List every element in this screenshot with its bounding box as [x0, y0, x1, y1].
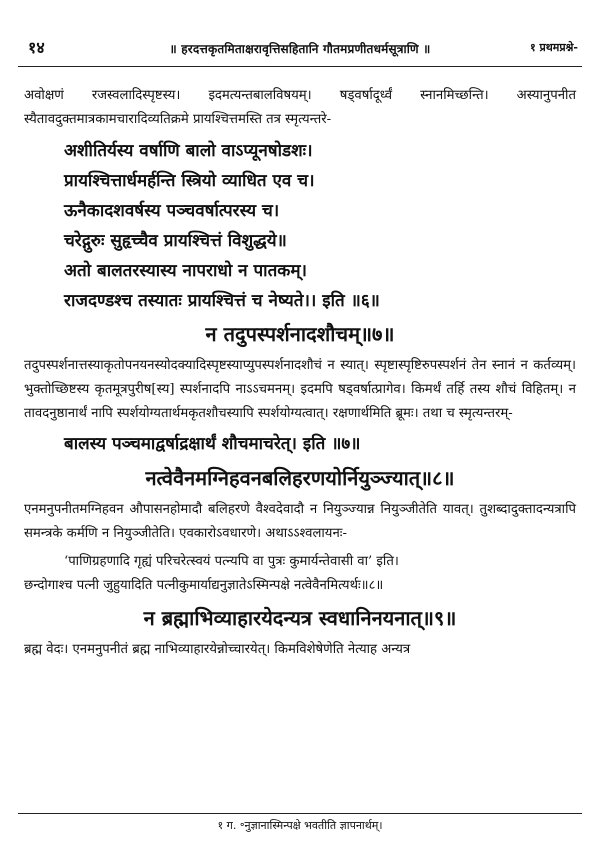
running-title: ॥ हरदत्तकृतमिताक्षरावृत्तिसहितानि गौतमप्रणीतधर्मसूत्राणि ॥ — [169, 42, 431, 56]
verse-line: राजदण्डश्च तस्यातः प्रायश्चित्तं च नेष्यते।। इति ॥६॥ — [64, 291, 380, 311]
section-label: १ प्रथमप्रश्ने- — [529, 41, 578, 54]
verse-block — [24, 136, 576, 316]
sutra-heading: न तदुपस्पर्शनादशौचम्॥७॥ — [205, 322, 395, 346]
footnote-rule — [18, 813, 582, 814]
verse-line: चरेद्गुरुः सुहृच्चैव प्रायश्चित्तं विशुद्धये॥ — [64, 231, 287, 251]
sutra-heading: न ब्रह्माभिव्याहारयेदन्यत्र स्वधानिनयनात्॥९॥ — [143, 606, 457, 630]
verse-line: अतो बालतरस्यास्य नापराधो न पातकम्। — [64, 261, 307, 281]
quotation: ‘पाणिग्रहणादि गृह्यं परिचरेत्स्वयं पत्न्यपि वा पुत्रः कुमार्यन्तेवासी वा’ इति। — [64, 554, 399, 569]
commentary-paragraph: अवोक्षणं रजस्वलादिस्पृष्टस्य। इदमत्यन्तबालविषयम्। षड्वर्षादूर्ध्वं स्नानमिच्छन्ति। अस्यानुपनीत स्यैतावदुक्तमात्रकामचारादिव्यतिक्रमे प्रायश्चित्तमस्ति तत्र स्मृत्यन्तरे- — [24, 88, 576, 127]
commentary-paragraph: ब्रह्म वेदः। एनमनुपनीतं ब्रह्म नाभिव्याहारयेन्नोच्चारयेत्। किमविशेषेणेति नेत्याह अन्यत्र — [24, 642, 411, 657]
verse-line: ऊनैकादशवर्षस्य पञ्चवर्षात्परस्य च। — [64, 201, 280, 221]
page-number: १४ — [28, 38, 45, 57]
footnote: १ ग. ॰नुज्ञानास्मिन्पक्षे भवतीति ज्ञापनार्थम्। — [217, 819, 383, 832]
verse-line: प्रायश्चित्तार्धमर्हन्ति स्त्रियो व्याधित एव च। — [64, 171, 315, 191]
commentary-paragraph: छन्दोगाश्च पत्नी जुहुयादिति पत्नीकुमार्याद्यनुज्ञातेऽस्मिन्पक्षे नत्वेवैनमित्यर्थः॥८॥ — [24, 578, 384, 593]
commentary-paragraph: एनमनुपनीतमग्निहवन औपासनहोमादौ बलिहरणे वैश्वदेवादौ न नियुञ्ज्यान्न नियुञ्जीतेति यावत्। तुशब्दादुक्तादन्यत्रापि समन्त्रके कर्मणि न नियुञ्जीतेति। एवकारोऽवधारणे। अथाऽऽश्वलायनः- — [24, 502, 576, 541]
page-body — [24, 84, 576, 666]
commentary-paragraph: तदुपस्पर्शनात्तस्याकृतोपनयनस्योदक्यादिस्पृष्टस्याप्युपस्पर्शनादशौचं न स्यात्। स्पृष्टास्पृष्टिरुपस्पर्शनं तेन स्नानं न कर्तव्यम्। भुक्तोच्छिष्टस्य कृतमूत्रपुरीष[स्य] स्पर्शनादपि नाऽऽचमनम्। इदमपि षड्वर्षात्प्रागेव। किमर्थं तर्हि तस्य शौचं विहितम्। न तावदनुष्ठानार्थं नापि स्पर्शयोग्यतार्थमकृतशौचस्यापि स्पर्शयोग्यत्वात्। रक्षणार्थमिति ब्रूमः। तथा च स्मृत्यन्तरम्- — [24, 358, 576, 421]
header-rule — [18, 66, 582, 67]
page-header — [0, 0, 600, 64]
verse-line: बालस्य पञ्चमाद्वर्षाद्रक्षार्थं शौचमाचरेत्। इति ॥७॥ — [64, 434, 361, 454]
verse-line: अशीतिर्यस्य वर्षाणि बालो वाऽप्यूनषोडशः। — [64, 141, 313, 161]
sutra-heading: नत्वेवैनमग्निहवनबलिहरणयोर्नियुञ्ज्यात्॥८॥ — [145, 466, 455, 490]
